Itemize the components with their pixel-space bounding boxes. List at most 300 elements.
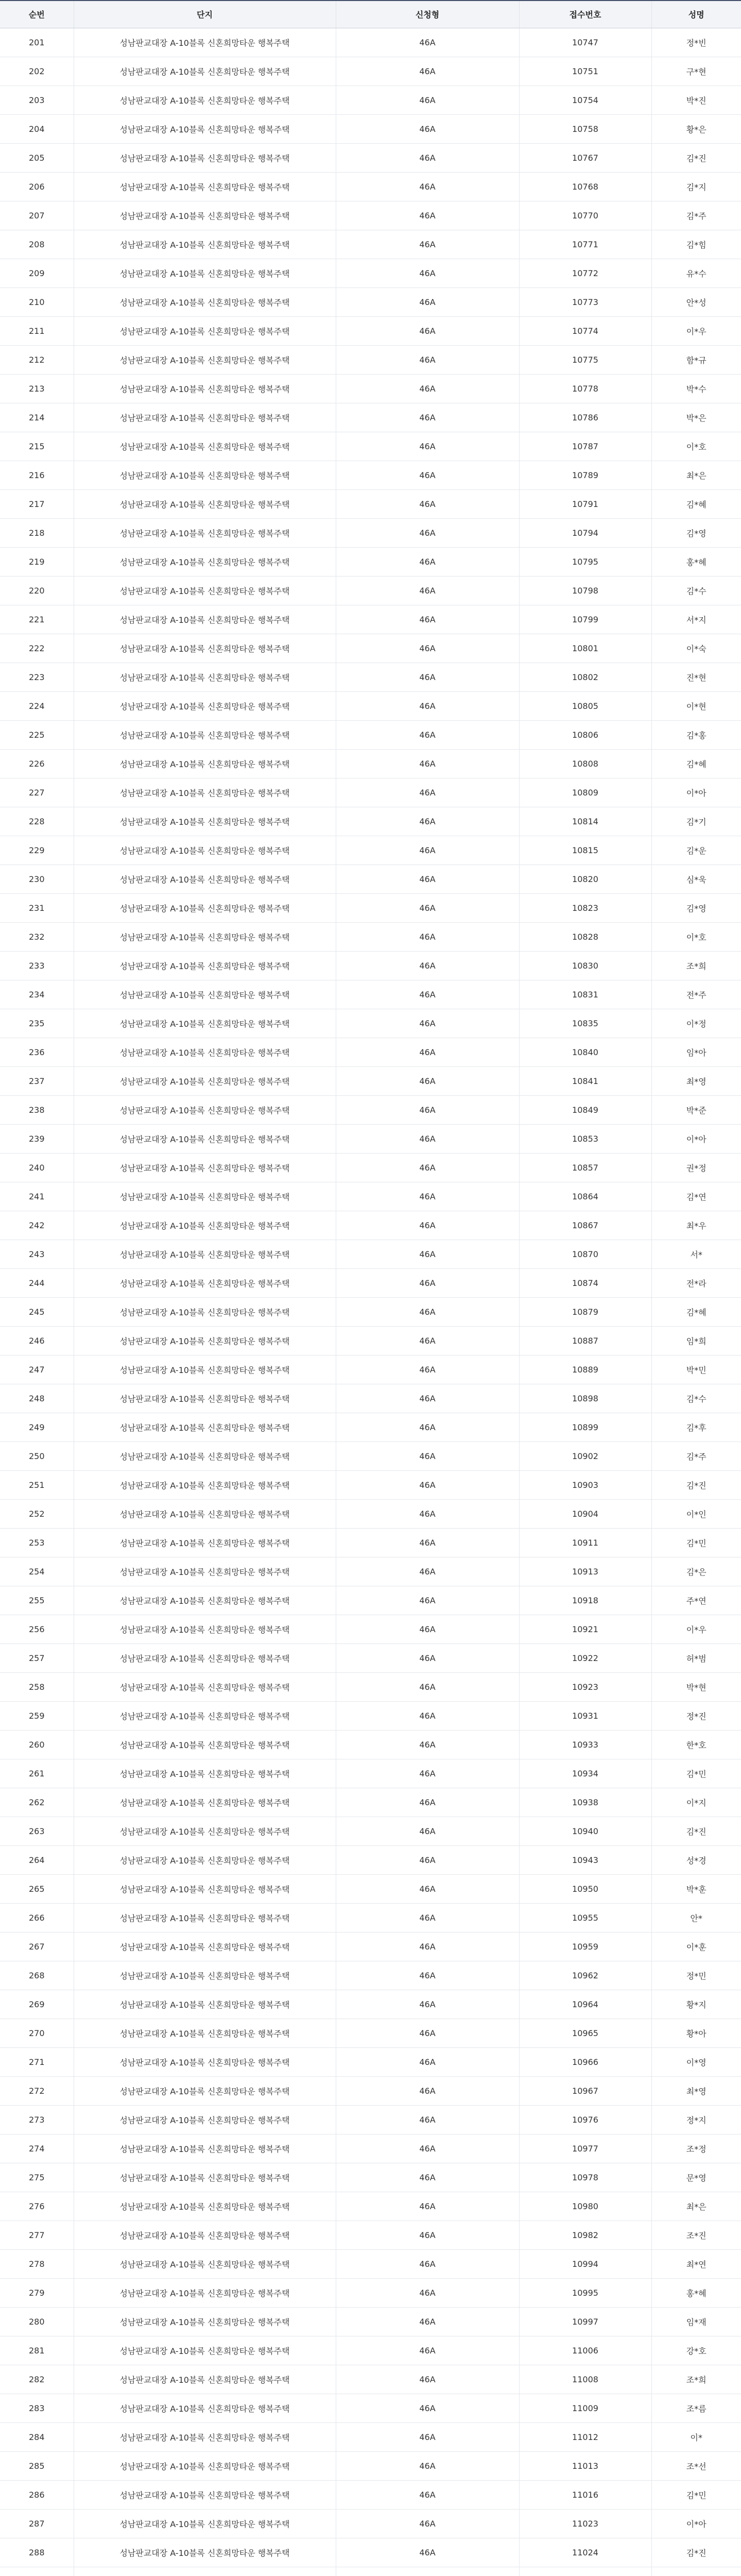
- cell-complex: 성남판교대장 A-10블록 신혼희망타운 행복주택: [74, 143, 336, 172]
- cell-complex: 성남판교대장 A-10블록 신혼희망타운 행복주택: [74, 1730, 336, 1759]
- cell-complex: 성남판교대장 A-10블록 신혼희망타운 행복주택: [74, 1124, 336, 1153]
- cell-complex: 성남판교대장 A-10블록 신혼희망타운 행복주택: [74, 2105, 336, 2134]
- cell-type: 46A: [336, 1730, 519, 1759]
- cell-number: 279: [0, 2278, 74, 2307]
- cell-receipt-number: 10913: [519, 1557, 651, 1586]
- cell-number: 211: [0, 316, 74, 345]
- cell-type: 46A: [336, 403, 519, 432]
- table-row: [0, 1009, 741, 1038]
- cell-complex: 성남판교대장 A-10블록 신혼희망타운 행복주택: [74, 403, 336, 432]
- cell-complex: 성남판교대장 A-10블록 신혼희망타운 행복주택: [74, 951, 336, 980]
- cell-receipt-number: [519, 2567, 651, 2576]
- cell-type: [336, 2567, 519, 2576]
- table-row: [0, 259, 741, 287]
- cell-type: 46A: [336, 1499, 519, 1528]
- cell-receipt-number: 10995: [519, 2278, 651, 2307]
- cell-number: 260: [0, 1730, 74, 1759]
- cell-name: 황*아: [651, 2019, 741, 2047]
- cell-receipt-number: 10778: [519, 374, 651, 403]
- table-row: [0, 2451, 741, 2480]
- cell-receipt-number: 10857: [519, 1153, 651, 1182]
- table-row: [0, 1874, 741, 1903]
- cell-number: 210: [0, 287, 74, 316]
- cell-receipt-number: 10830: [519, 951, 651, 980]
- cell-number: 240: [0, 1153, 74, 1182]
- table-row: [0, 403, 741, 432]
- cell-receipt-number: 10747: [519, 28, 651, 57]
- cell-number: 271: [0, 2047, 74, 2076]
- table-row: [0, 1442, 741, 1470]
- cell-complex: 성남판교대장 A-10블록 신혼희망타운 행복주택: [74, 114, 336, 143]
- cell-type: 46A: [336, 749, 519, 778]
- cell-receipt-number: 10934: [519, 1759, 651, 1788]
- cell-receipt-number: 10841: [519, 1066, 651, 1095]
- cell-name: 조*선: [651, 2451, 741, 2480]
- cell-receipt-number: 11012: [519, 2422, 651, 2451]
- cell-type: 46A: [336, 634, 519, 663]
- cell-name: 최*우: [651, 1211, 741, 1240]
- cell-number: 283: [0, 2394, 74, 2422]
- cell-receipt-number: 10774: [519, 316, 651, 345]
- cell-complex: 성남판교대장 A-10블록 신혼희망타운 행복주택: [74, 691, 336, 720]
- cell-type: 46A: [336, 1528, 519, 1557]
- cell-complex: 성남판교대장 A-10블록 신혼희망타운 행복주택: [74, 1874, 336, 1903]
- cell-receipt-number: 10814: [519, 807, 651, 836]
- cell-name: 김*민: [651, 2480, 741, 2509]
- table-row: [0, 1355, 741, 1384]
- cell-name: 조*희: [651, 951, 741, 980]
- cell-name: 김*진: [651, 1470, 741, 1499]
- cell-name: 성*경: [651, 1845, 741, 1874]
- cell-type: 46A: [336, 778, 519, 807]
- table-row: [0, 691, 741, 720]
- table-row: [0, 1961, 741, 1990]
- cell-number: 221: [0, 605, 74, 634]
- cell-receipt-number: 10806: [519, 720, 651, 749]
- table-row: [0, 576, 741, 605]
- cell-complex: 성남판교대장 A-10블록 신혼희망타운 행복주택: [74, 2249, 336, 2278]
- cell-number: 272: [0, 2076, 74, 2105]
- cell-type: 46A: [336, 1240, 519, 1268]
- cell-type: 46A: [336, 1470, 519, 1499]
- cell-name: 최*영: [651, 2076, 741, 2105]
- cell-name: 서*: [651, 1240, 741, 1268]
- cell-complex: 성남판교대장 A-10블록 신혼희망타운 행복주택: [74, 2221, 336, 2249]
- table-header-row: [0, 1, 741, 28]
- cell-complex: 성남판교대장 A-10블록 신혼희망타운 행복주택: [74, 1672, 336, 1701]
- cell-complex: 성남판교대장 A-10블록 신혼희망타운 행복주택: [74, 1701, 336, 1730]
- cell-type: 46A: [336, 2538, 519, 2567]
- cell-complex: 성남판교대장 A-10블록 신혼희망타운 행복주택: [74, 807, 336, 836]
- cell-receipt-number: 10994: [519, 2249, 651, 2278]
- cell-name: 홍*혜: [651, 547, 741, 576]
- cell-type: 46A: [336, 2047, 519, 2076]
- header-receipt-number: 접수번호: [519, 1, 651, 28]
- cell-type: 46A: [336, 605, 519, 634]
- cell-name: 박*현: [651, 1672, 741, 1701]
- cell-name: 최*은: [651, 2192, 741, 2221]
- cell-type: 46A: [336, 2105, 519, 2134]
- cell-type: 46A: [336, 2019, 519, 2047]
- table-row: [0, 1788, 741, 1817]
- cell-number: 218: [0, 518, 74, 547]
- cell-number: 201: [0, 28, 74, 57]
- cell-receipt-number: 10966: [519, 2047, 651, 2076]
- cell-type: 46A: [336, 691, 519, 720]
- cell-receipt-number: 10835: [519, 1009, 651, 1038]
- table-row: [0, 1701, 741, 1730]
- cell-complex: 성남판교대장 A-10블록 신혼희망타운 행복주택: [74, 1615, 336, 1643]
- cell-complex: 성남판교대장 A-10블록 신혼희망타운 행복주택: [74, 201, 336, 230]
- cell-receipt-number: 11024: [519, 2538, 651, 2567]
- table-row: [0, 2047, 741, 2076]
- cell-number: 282: [0, 2365, 74, 2394]
- cell-number: 251: [0, 1470, 74, 1499]
- cell-complex: 성남판교대장 A-10블록 신혼희망타운 행복주택: [74, 2278, 336, 2307]
- cell-name: 정*진: [651, 1701, 741, 1730]
- cell-number: 230: [0, 865, 74, 893]
- table-row: [0, 634, 741, 663]
- cell-receipt-number: 10870: [519, 1240, 651, 1268]
- cell-name: 이*영: [651, 2047, 741, 2076]
- cell-name: 이*정: [651, 1009, 741, 1038]
- table-row: [0, 2076, 741, 2105]
- table-row: [0, 1124, 741, 1153]
- cell-type: 46A: [336, 1326, 519, 1355]
- cell-receipt-number: 10980: [519, 2192, 651, 2221]
- cell-name: 김*혜: [651, 1297, 741, 1326]
- table-row: [0, 778, 741, 807]
- cell-name: 주*연: [651, 1586, 741, 1615]
- table-row: [0, 374, 741, 403]
- cell-number: 278: [0, 2249, 74, 2278]
- cell-name: 이*아: [651, 1124, 741, 1153]
- cell-number: 231: [0, 893, 74, 922]
- cell-name: 박*진: [651, 86, 741, 114]
- cell-complex: 성남판교대장 A-10블록 신혼희망타운 행복주택: [74, 1788, 336, 1817]
- table-row: [0, 605, 741, 634]
- cell-number: 235: [0, 1009, 74, 1038]
- cell-receipt-number: 11016: [519, 2480, 651, 2509]
- cell-receipt-number: 10853: [519, 1124, 651, 1153]
- cell-complex: 성남판교대장 A-10블록 신혼희망타운 행복주택: [74, 432, 336, 461]
- table-row: [0, 28, 741, 57]
- cell-type: 46A: [336, 836, 519, 865]
- cell-complex: 성남판교대장 A-10블록 신혼희망타운 행복주택: [74, 1817, 336, 1845]
- cell-number: 248: [0, 1384, 74, 1413]
- cell-number: 267: [0, 1932, 74, 1961]
- cell-name: 이*숙: [651, 634, 741, 663]
- cell-receipt-number: 11013: [519, 2451, 651, 2480]
- cell-name: 강*호: [651, 2336, 741, 2365]
- cell-name: 정*지: [651, 2105, 741, 2134]
- table-row: [0, 1066, 741, 1095]
- cell-type: 46A: [336, 1384, 519, 1413]
- cell-number: 277: [0, 2221, 74, 2249]
- cell-type: 46A: [336, 1124, 519, 1153]
- cell-name: 김*영: [651, 893, 741, 922]
- cell-receipt-number: 10982: [519, 2221, 651, 2249]
- cell-type: 46A: [336, 432, 519, 461]
- cell-type: 46A: [336, 2134, 519, 2163]
- cell-type: 46A: [336, 1586, 519, 1615]
- cell-receipt-number: 10922: [519, 1643, 651, 1672]
- cell-type: 46A: [336, 2336, 519, 2365]
- cell-name: 김*민: [651, 1759, 741, 1788]
- cell-complex: 성남판교대장 A-10블록 신혼희망타운 행복주택: [74, 2047, 336, 2076]
- cell-name: 김*혜: [651, 749, 741, 778]
- table-row: [0, 1932, 741, 1961]
- cell-complex: 성남판교대장 A-10블록 신혼희망타운 행복주택: [74, 518, 336, 547]
- cell-type: 46A: [336, 1153, 519, 1182]
- table-row: [0, 432, 741, 461]
- cell-type: 46A: [336, 1211, 519, 1240]
- cell-type: 46A: [336, 2163, 519, 2192]
- table-row: [0, 86, 741, 114]
- cell-name: 김*민: [651, 1528, 741, 1557]
- header-number: 순번: [0, 1, 74, 28]
- cell-type: 46A: [336, 663, 519, 691]
- cell-name: 임*아: [651, 1038, 741, 1066]
- cell-complex: 성남판교대장 A-10블록 신혼희망타운 행복주택: [74, 489, 336, 518]
- table-row: [0, 1211, 741, 1240]
- cell-receipt-number: 10923: [519, 1672, 651, 1701]
- cell-receipt-number: 10828: [519, 922, 651, 951]
- cell-name: [651, 2567, 741, 2576]
- cell-type: 46A: [336, 1268, 519, 1297]
- cell-complex: 성남판교대장 A-10블록 신혼희망타운 행복주택: [74, 1355, 336, 1384]
- cell-number: 249: [0, 1413, 74, 1442]
- cell-type: 46A: [336, 2076, 519, 2105]
- cell-complex: 성남판교대장 A-10블록 신혼희망타운 행복주택: [74, 1932, 336, 1961]
- cell-complex: 성남판교대장 A-10블록 신혼희망타운 행복주택: [74, 2336, 336, 2365]
- cell-name: 심*욱: [651, 865, 741, 893]
- cell-type: 46A: [336, 2365, 519, 2394]
- cell-name: 박*은: [651, 403, 741, 432]
- cell-complex: 성남판교대장 A-10블록 신혼희망타운 행복주택: [74, 1326, 336, 1355]
- cell-receipt-number: 10809: [519, 778, 651, 807]
- cell-receipt-number: 10823: [519, 893, 651, 922]
- cell-type: 46A: [336, 1297, 519, 1326]
- cell-number: 268: [0, 1961, 74, 1990]
- table-row: [0, 2509, 741, 2538]
- cell-type: 46A: [336, 1990, 519, 2019]
- cell-complex: 성남판교대장 A-10블록 신혼희망타운 행복주택: [74, 1903, 336, 1932]
- cell-type: 46A: [336, 230, 519, 259]
- cell-complex: 성남판교대장 A-10블록 신혼희망타운 행복주택: [74, 1066, 336, 1095]
- cell-number: 208: [0, 230, 74, 259]
- cell-number: 270: [0, 2019, 74, 2047]
- cell-type: 46A: [336, 1788, 519, 1817]
- header-type: 신청형: [336, 1, 519, 28]
- table-row: [0, 547, 741, 576]
- table-row: [0, 893, 741, 922]
- cell-name: 이*아: [651, 2509, 741, 2538]
- cell-complex: 성남판교대장 A-10블록 신혼희망타운 행복주택: [74, 172, 336, 201]
- cell-complex: 성남판교대장 A-10블록 신혼희망타운 행복주택: [74, 1182, 336, 1211]
- cell-complex: 성남판교대장 A-10블록 신혼희망타운 행복주택: [74, 287, 336, 316]
- cell-number: 243: [0, 1240, 74, 1268]
- table-row: [0, 287, 741, 316]
- cell-name: 임*재: [651, 2307, 741, 2336]
- table-row: [0, 143, 741, 172]
- table-row: [0, 172, 741, 201]
- cell-type: 46A: [336, 1066, 519, 1095]
- cell-type: 46A: [336, 1903, 519, 1932]
- cell-name: 서*지: [651, 605, 741, 634]
- cell-type: 46A: [336, 1182, 519, 1211]
- cell-number: 284: [0, 2422, 74, 2451]
- cell-complex: 성남판교대장 A-10블록 신혼희망타운 행복주택: [74, 1211, 336, 1240]
- table-row: [0, 1730, 741, 1759]
- cell-name: 이*지: [651, 1788, 741, 1817]
- cell-type: 46A: [336, 576, 519, 605]
- cell-type: 46A: [336, 518, 519, 547]
- cell-receipt-number: 11008: [519, 2365, 651, 2394]
- cell-name: 진*현: [651, 663, 741, 691]
- cell-number: 262: [0, 1788, 74, 1817]
- cell-complex: 성남판교대장 A-10블록 신혼희망타운 행복주택: [74, 230, 336, 259]
- table-row: [0, 836, 741, 865]
- cell-complex: 성남판교대장 A-10블록 신혼희망타운 행복주택: [74, 2422, 336, 2451]
- cell-complex: 성남판교대장 A-10블록 신혼희망타운 행복주택: [74, 922, 336, 951]
- cell-receipt-number: 10921: [519, 1615, 651, 1643]
- cell-name: 이*우: [651, 1615, 741, 1643]
- cell-number: 204: [0, 114, 74, 143]
- cell-number: 266: [0, 1903, 74, 1932]
- cell-complex: [74, 2567, 336, 2576]
- table-body: [0, 28, 741, 2576]
- cell-type: 46A: [336, 1817, 519, 1845]
- cell-name: 최*은: [651, 461, 741, 489]
- cell-type: 46A: [336, 893, 519, 922]
- cell-complex: 성남판교대장 A-10블록 신혼희망타운 행복주택: [74, 1095, 336, 1124]
- cell-complex: 성남판교대장 A-10블록 신혼희망타운 행복주택: [74, 980, 336, 1009]
- cell-receipt-number: 10967: [519, 2076, 651, 2105]
- table-row: [0, 2278, 741, 2307]
- cell-receipt-number: 10962: [519, 1961, 651, 1990]
- cell-receipt-number: 10831: [519, 980, 651, 1009]
- cell-name: 홍*혜: [651, 2278, 741, 2307]
- table-row: [0, 201, 741, 230]
- cell-number: 219: [0, 547, 74, 576]
- cell-receipt-number: 11006: [519, 2336, 651, 2365]
- cell-complex: 성남판교대장 A-10블록 신혼희망타운 행복주택: [74, 374, 336, 403]
- cell-receipt-number: 10773: [519, 287, 651, 316]
- cell-name: 김*주: [651, 1442, 741, 1470]
- cell-number: 217: [0, 489, 74, 518]
- cell-number: 203: [0, 86, 74, 114]
- cell-type: 46A: [336, 922, 519, 951]
- cell-receipt-number: 10840: [519, 1038, 651, 1066]
- cell-complex: 성남판교대장 A-10블록 신혼희망타운 행복주택: [74, 576, 336, 605]
- table-row: [0, 1903, 741, 1932]
- cell-number: 226: [0, 749, 74, 778]
- cell-name: 이*호: [651, 432, 741, 461]
- cell-complex: 성남판교대장 A-10블록 신혼희망타운 행복주택: [74, 1470, 336, 1499]
- cell-complex: 성남판교대장 A-10블록 신혼희망타운 행복주택: [74, 1268, 336, 1297]
- cell-complex: 성남판교대장 A-10블록 신혼희망타운 행복주택: [74, 1038, 336, 1066]
- table-row: [0, 2480, 741, 2509]
- table-row: [0, 1240, 741, 1268]
- cell-type: 46A: [336, 1442, 519, 1470]
- table-row: [0, 2192, 741, 2221]
- cell-complex: 성남판교대장 A-10블록 신혼희망타운 행복주택: [74, 1643, 336, 1672]
- table-row: [0, 2249, 741, 2278]
- cell-number: 212: [0, 345, 74, 374]
- table-row: [0, 1643, 741, 1672]
- cell-number: 275: [0, 2163, 74, 2192]
- cell-number: 250: [0, 1442, 74, 1470]
- cell-type: 46A: [336, 1615, 519, 1643]
- cell-type: 46A: [336, 1701, 519, 1730]
- cell-receipt-number: 10758: [519, 114, 651, 143]
- cell-receipt-number: 10798: [519, 576, 651, 605]
- cell-complex: 성남판교대장 A-10블록 신혼희망타운 행복주택: [74, 28, 336, 57]
- cell-receipt-number: 10902: [519, 1442, 651, 1470]
- cell-type: 46A: [336, 259, 519, 287]
- cell-number: 220: [0, 576, 74, 605]
- cell-complex: 성남판교대장 A-10블록 신혼희망타운 행복주택: [74, 2076, 336, 2105]
- table-row: [0, 1038, 741, 1066]
- table-row: [0, 114, 741, 143]
- cell-name: 이*현: [651, 691, 741, 720]
- cell-number: 206: [0, 172, 74, 201]
- cell-complex: 성남판교대장 A-10블록 신혼희망타운 행복주택: [74, 259, 336, 287]
- table-row: [0, 489, 741, 518]
- cell-complex: 성남판교대장 A-10블록 신혼희망타운 행복주택: [74, 2480, 336, 2509]
- cell-complex: 성남판교대장 A-10블록 신혼희망타운 행복주택: [74, 2307, 336, 2336]
- cell-complex: 성남판교대장 A-10블록 신혼희망타운 행복주택: [74, 2365, 336, 2394]
- cell-receipt-number: 10770: [519, 201, 651, 230]
- cell-number: 205: [0, 143, 74, 172]
- cell-type: 46A: [336, 2307, 519, 2336]
- cell-receipt-number: 10794: [519, 518, 651, 547]
- cell-receipt-number: 10899: [519, 1413, 651, 1442]
- table-row: [0, 230, 741, 259]
- table-row: [0, 2134, 741, 2163]
- cell-type: 46A: [336, 28, 519, 57]
- cell-type: 46A: [336, 720, 519, 749]
- cell-name: 박*민: [651, 1355, 741, 1384]
- table-row: [0, 922, 741, 951]
- cell-complex: 성남판교대장 A-10블록 신혼희망타운 행복주택: [74, 1499, 336, 1528]
- table-row: [0, 518, 741, 547]
- cell-name: 김*진: [651, 1817, 741, 1845]
- cell-type: 46A: [336, 2394, 519, 2422]
- cell-complex: 성남판교대장 A-10블록 신혼희망타운 행복주택: [74, 1442, 336, 1470]
- table-row: [0, 2221, 741, 2249]
- cell-name: 김*수: [651, 576, 741, 605]
- table-row: [0, 57, 741, 86]
- table-row: [0, 461, 741, 489]
- cell-type: 46A: [336, 201, 519, 230]
- cell-complex: 성남판교대장 A-10블록 신혼희망타운 행복주택: [74, 1845, 336, 1874]
- cell-name: 권*정: [651, 1153, 741, 1182]
- cell-number: 287: [0, 2509, 74, 2538]
- cell-receipt-number: 10889: [519, 1355, 651, 1384]
- cell-name: 김*연: [651, 1182, 741, 1211]
- cell-complex: 성남판교대장 A-10블록 신혼희망타운 행복주택: [74, 1759, 336, 1788]
- cell-name: 김*혜: [651, 489, 741, 518]
- cell-type: 46A: [336, 143, 519, 172]
- cell-receipt-number: 10799: [519, 605, 651, 634]
- cell-number: 265: [0, 1874, 74, 1903]
- table-row: [0, 663, 741, 691]
- cell-number: 263: [0, 1817, 74, 1845]
- cell-complex: 성남판교대장 A-10블록 신혼희망타운 행복주택: [74, 2163, 336, 2192]
- cell-name: 박*훈: [651, 1874, 741, 1903]
